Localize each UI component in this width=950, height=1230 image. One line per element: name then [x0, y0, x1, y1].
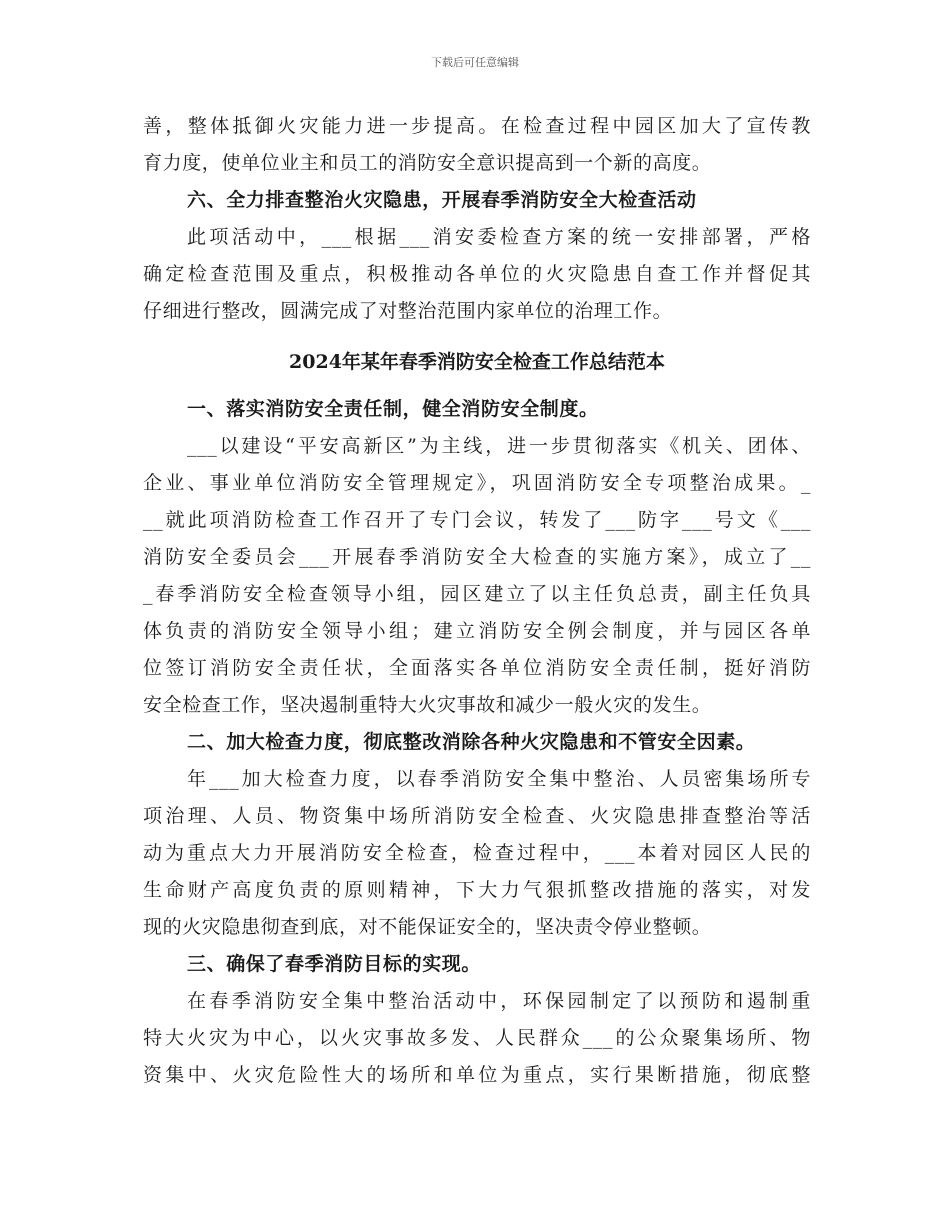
- paragraph-line: 善，整体抵御火灾能力进一步提高。在检查过程中园区加大了宣传教: [143, 115, 811, 137]
- paragraph-line: __就此项消防检查工作召开了专门会议，转发了___防字___号文《___: [143, 509, 811, 531]
- paragraph-line: 在春季消防安全集中整治活动中，环保园制定了以预防和遏制重: [187, 990, 811, 1012]
- document-body: [143, 108, 811, 1094]
- section-heading-2: 二、加大检查力度，彻底整改消除各种火灾隐患和不管安全因素。: [187, 731, 756, 753]
- paragraph-line: 仔细进行整改，圆满完成了对整治范围内家单位的治理工作。: [143, 300, 673, 322]
- paragraph-line: 资集中、火灾危险性大的场所和单位为重点，实行果断措施，彻底整: [143, 1064, 811, 1086]
- paragraph-line: 体负责的消防安全领导小组；建立消防安全例会制度，并与园区各单: [143, 620, 811, 642]
- paragraph-line: 位签订消防安全责任状，全面落实各单位消防安全责任制，挺好消防: [143, 657, 811, 679]
- section-heading-3: 三、确保了春季消防目标的实现。: [187, 953, 482, 975]
- paragraph-line: 特大火灾为中心，以火灾事故多发、人民群众___的公众聚集场所、物: [143, 1027, 811, 1049]
- paragraph-line: 项治理、人员、物资集中场所消防安全检查、火灾隐患排查整治等活: [143, 805, 811, 827]
- paragraph-line: ___以建设“平安高新区”为主线，进一步贯彻落实《机关、团体、: [187, 435, 811, 457]
- paragraph-line: _春季消防安全检查领导小组，园区建立了以主任负总责，副主任负具: [143, 583, 811, 605]
- paragraph-line: 消防安全委员会___开展春季消防安全大检查的实施方案》，成立了__: [143, 546, 811, 568]
- paragraph-line: 动为重点大力开展消防安全检查，检查过程中，___本着对园区人民的: [143, 842, 811, 864]
- section-heading-1: 一、落实消防安全责任制，健全消防安全制度。: [187, 398, 599, 420]
- paragraph-line: 育力度，使单位业主和员工的消防安全意识提高到一个新的高度。: [143, 152, 712, 174]
- paragraph-line: 安全检查工作，坚决遏制重特大火灾事故和减少一般火灾的发生。: [143, 694, 712, 716]
- paragraph-line: 年___加大检查力度，以春季消防安全集中整治、人员密集场所专: [187, 768, 811, 790]
- paragraph-line: 确定检查范围及重点，积极推动各单位的火灾隐患自查工作并督促其: [143, 263, 811, 285]
- paragraph-line: 此项活动中，___根据___消安委检查方案的统一安排部署，严格: [187, 226, 811, 248]
- paragraph-line: 生命财产高度负责的原则精神，下大力气狠抓整改措施的落实，对发: [143, 879, 811, 901]
- paragraph-line: 现的火灾隐患彻查到底，对不能保证安全的，坚决责令停业整顿。: [143, 916, 712, 938]
- paragraph-line: 企业、事业单位消防安全管理规定》，巩固消防安全专项整治成果。_: [143, 472, 811, 494]
- section-heading-6: 六、全力排查整治火灾隐患，开展春季消防安全大检查活动: [187, 189, 697, 211]
- document-title: 2024年某年春季消防安全检查工作总结范本: [289, 351, 665, 373]
- header-note: 下载后可任意编辑: [431, 56, 519, 69]
